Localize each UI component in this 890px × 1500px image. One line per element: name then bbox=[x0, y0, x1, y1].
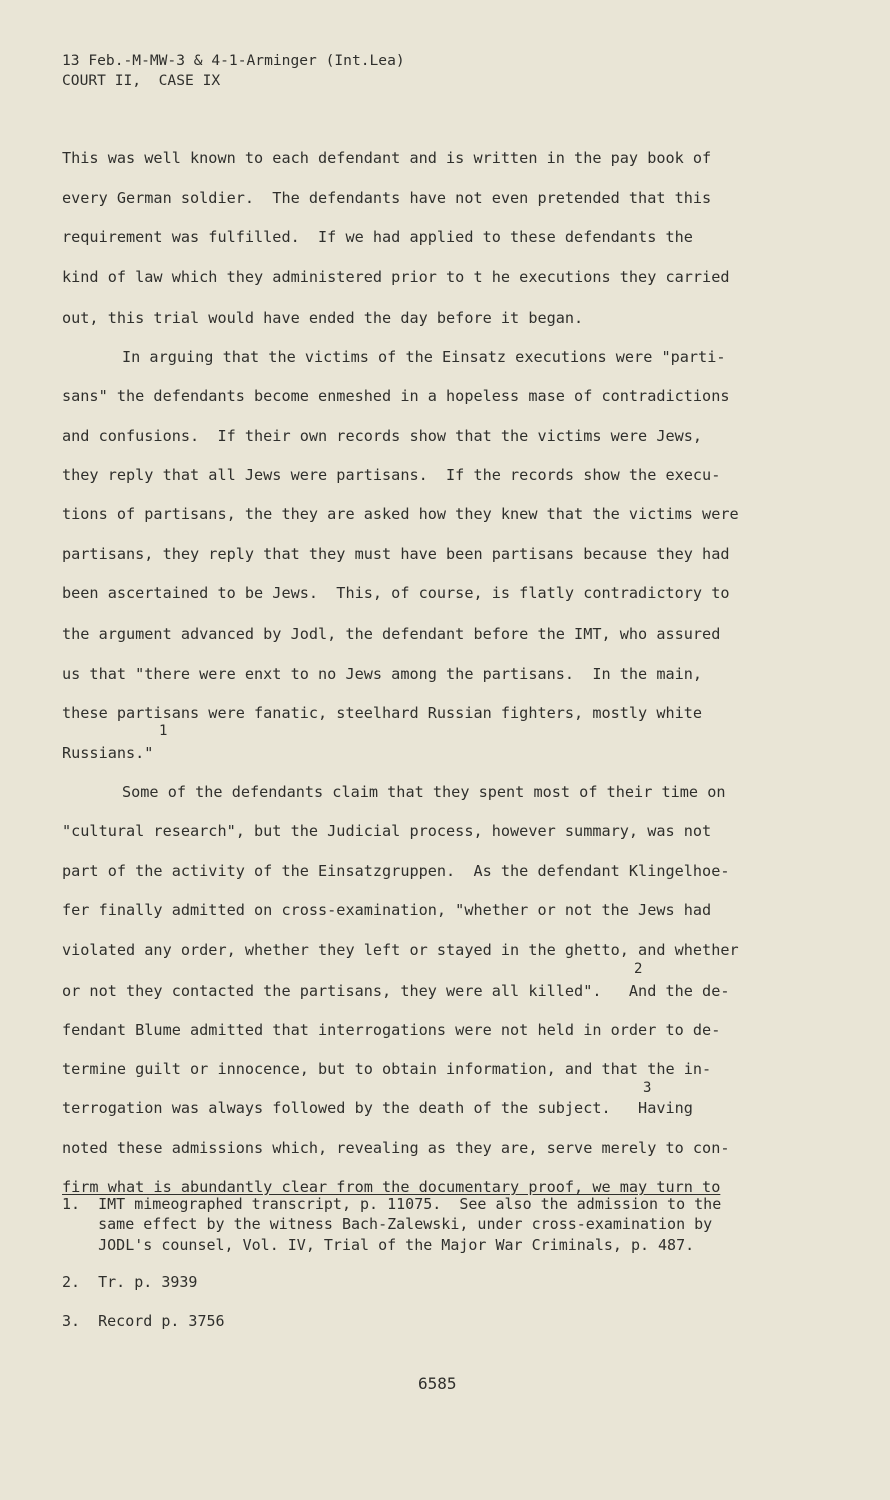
body-line: or not they contacted the partisans, they were all killed". And the de- bbox=[62, 982, 730, 1000]
body-line: fer finally admitted on cross-examination, "whether or not the Jews had bbox=[62, 901, 712, 919]
body-line: tions of partisans, the they are asked how they knew that the victims were bbox=[62, 505, 739, 523]
page-number: 6585 bbox=[418, 1374, 457, 1393]
footnote-ref-2: 2 bbox=[634, 961, 643, 977]
body-line: Russians." bbox=[62, 744, 154, 762]
footnote-1-line-1: 1. IMT mimeographed transcript, p. 11075. See also the admission to the bbox=[62, 1195, 722, 1213]
body-line: requirement was fulfilled. If we had applied to these defendants the bbox=[62, 228, 693, 246]
body-line: the argument advanced by Jodl, the defendant before the IMT, who assured bbox=[62, 625, 721, 643]
footnote-1-line-2: same effect by the witness Bach-Zalewski, under cross-examination by bbox=[62, 1215, 713, 1233]
footnote-1-line-3: JODL's counsel, Vol. IV, Trial of the Major War Criminals, p. 487. bbox=[62, 1236, 695, 1254]
body-line: fendant Blume admitted that interrogations were not held in order to de- bbox=[62, 1021, 721, 1039]
body-line: noted these admissions which, revealing as they are, serve merely to con- bbox=[62, 1139, 730, 1157]
body-line: partisans, they reply that they must have been partisans because they had bbox=[62, 545, 730, 563]
body-line-underlined: firm what is abundantly clear from the documentary proof, we may turn to bbox=[62, 1178, 721, 1196]
body-line: us that "there were enxt to no Jews among the partisans. In the main, bbox=[62, 665, 703, 683]
body-line: This was well known to each defendant and is written in the pay book of bbox=[62, 149, 712, 167]
header-line-2: COURT II, CASE IX bbox=[62, 72, 221, 89]
body-line: and confusions. If their own records show that the victims were Jews, bbox=[62, 427, 703, 445]
body-line: been ascertained to be Jews. This, of course, is flatly contradictory to bbox=[62, 584, 730, 602]
body-line: violated any order, whether they left or stayed in the ghetto, and whether bbox=[62, 941, 739, 959]
body-line: these partisans were fanatic, steelhard Russian fighters, mostly white bbox=[62, 704, 703, 722]
body-line: sans" the defendants become enmeshed in a hopeless mase of contradictions bbox=[62, 387, 730, 405]
body-line: they reply that all Jews were partisans. If the records show the execu- bbox=[62, 466, 721, 484]
footnote-3: 3. Record p. 3756 bbox=[62, 1312, 225, 1330]
body-line: terrogation was always followed by the death of the subject. Having bbox=[62, 1099, 693, 1117]
body-line: out, this trial would have ended the day before it began. bbox=[62, 309, 584, 327]
header-line-1: 13 Feb.-M-MW-3 & 4-1-Arminger (Int.Lea) bbox=[62, 52, 405, 69]
footnote-ref-1: 1 bbox=[159, 723, 168, 739]
body-line: kind of law which they administered prior to t he executions they carried bbox=[62, 268, 730, 286]
body-line: part of the activity of the Einsatzgruppen. As the defendant Klingelhoe- bbox=[62, 862, 730, 880]
footnote-2: 2. Tr. p. 3939 bbox=[62, 1273, 198, 1291]
footnote-ref-3: 3 bbox=[643, 1080, 652, 1096]
body-line: Some of the defendants claim that they spent most of their time on bbox=[122, 783, 726, 801]
body-line: every German soldier. The defendants have not even pretended that this bbox=[62, 189, 712, 207]
body-line: "cultural research", but the Judicial process, however summary, was not bbox=[62, 822, 712, 840]
body-line: In arguing that the victims of the Einsatz executions were "parti- bbox=[122, 348, 726, 366]
body-line: termine guilt or innocence, but to obtain information, and that the in- bbox=[62, 1060, 712, 1078]
